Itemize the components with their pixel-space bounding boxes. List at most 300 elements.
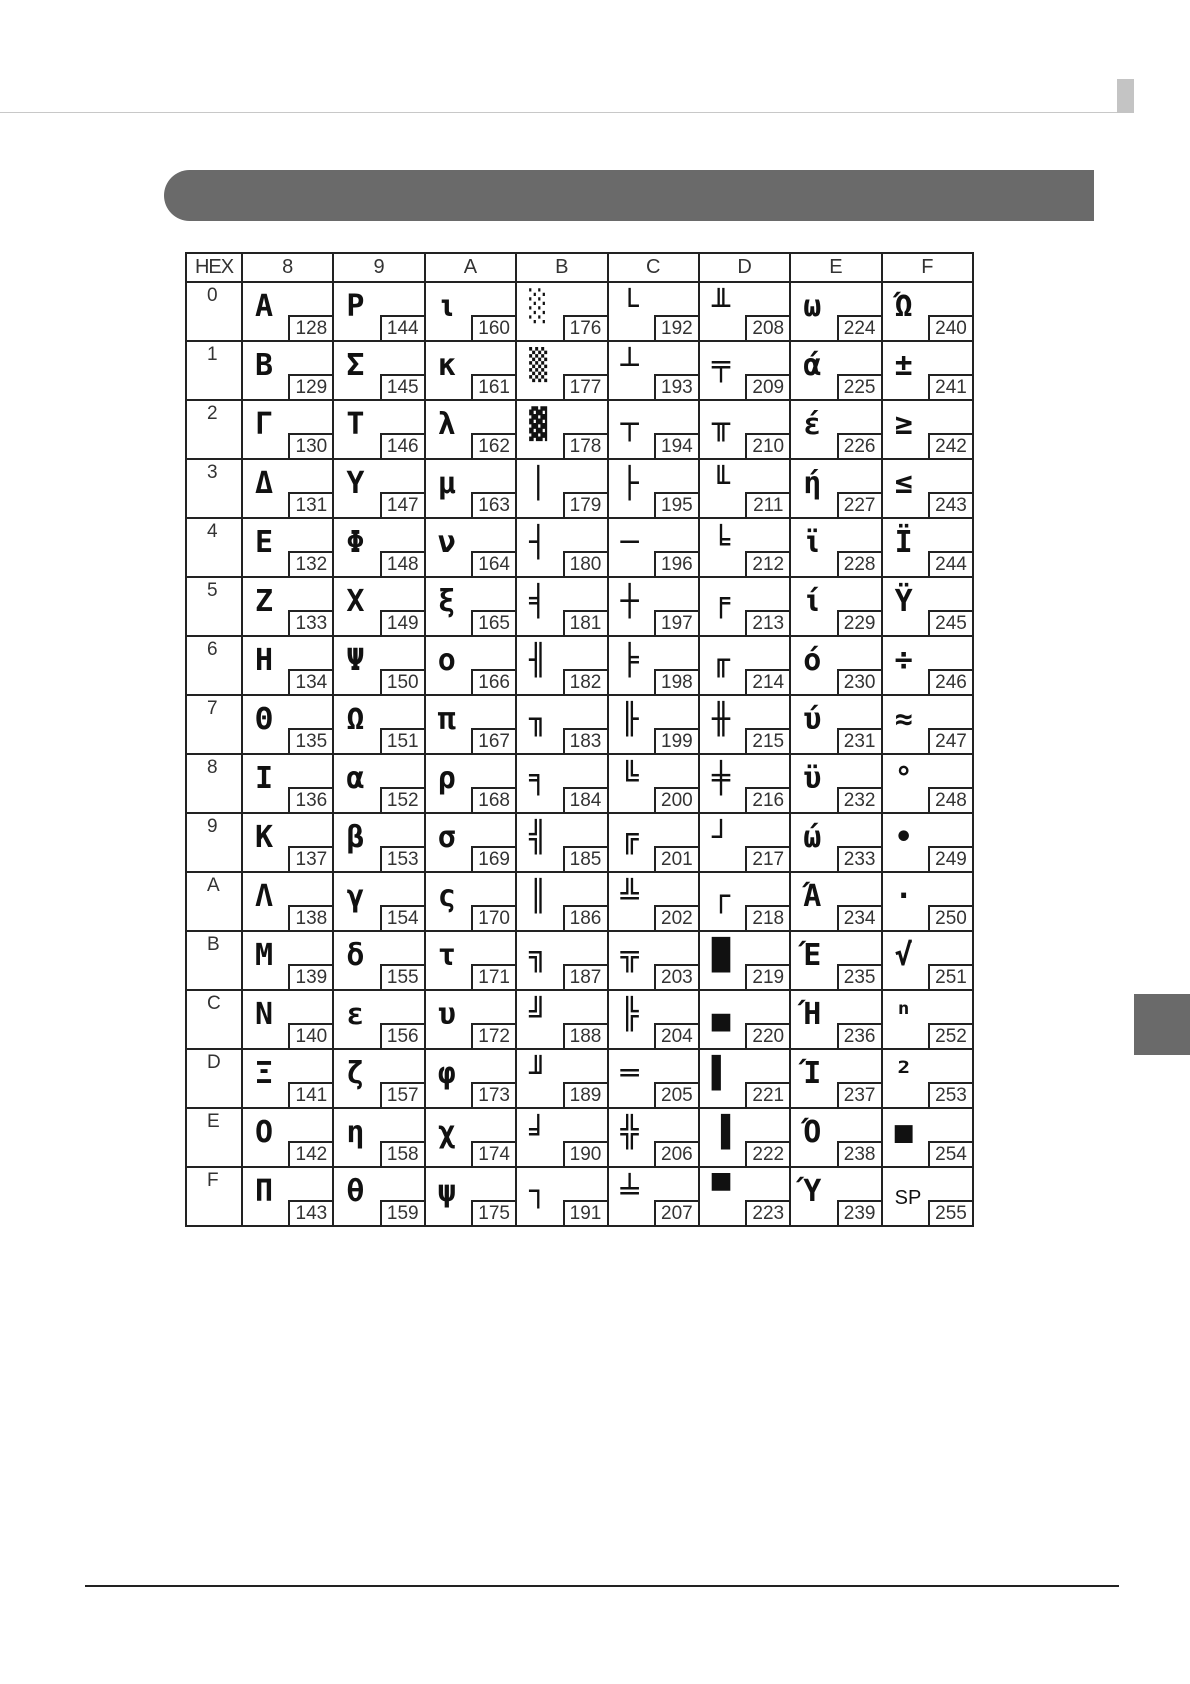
table-row xyxy=(186,282,973,341)
char-cell xyxy=(425,1108,516,1167)
decimal-code: 153 xyxy=(380,846,424,871)
char-glyph: ≤ xyxy=(894,466,913,501)
char-glyph: ┐ xyxy=(529,1174,548,1209)
decimal-code: 191 xyxy=(563,1200,607,1225)
decimal-code: 245 xyxy=(928,610,972,635)
table-row xyxy=(186,341,973,400)
decimal-code: 196 xyxy=(654,551,698,576)
char-cell xyxy=(608,459,699,518)
decimal-code: 206 xyxy=(654,1141,698,1166)
decimal-code: 146 xyxy=(380,433,424,458)
decimal-code: 255 xyxy=(928,1200,972,1225)
decimal-code: 163 xyxy=(471,492,515,517)
char-cell xyxy=(425,872,516,931)
footer-rule xyxy=(85,1585,1119,1587)
char-cell xyxy=(516,872,607,931)
row-hex-label: 1 xyxy=(186,341,242,400)
char-cell xyxy=(608,1108,699,1167)
char-glyph: ≈ xyxy=(894,702,913,737)
char-cell xyxy=(699,813,790,872)
char-glyph: Δ xyxy=(255,466,274,501)
decimal-code: 213 xyxy=(745,610,789,635)
decimal-code: 246 xyxy=(928,669,972,694)
char-glyph: Ι xyxy=(255,761,274,796)
decimal-code: 148 xyxy=(380,551,424,576)
row-hex-label: 2 xyxy=(186,400,242,459)
char-glyph: └ xyxy=(620,289,639,324)
column-header: C xyxy=(608,253,699,282)
decimal-code: 193 xyxy=(654,374,698,399)
char-cell xyxy=(425,931,516,990)
decimal-code: 145 xyxy=(380,374,424,399)
decimal-code: 242 xyxy=(928,433,972,458)
char-cell xyxy=(790,754,881,813)
decimal-code: 152 xyxy=(380,787,424,812)
char-cell xyxy=(699,931,790,990)
char-glyph: ░ xyxy=(529,289,548,324)
char-glyph: ╞ xyxy=(620,643,639,678)
char-cell xyxy=(699,1108,790,1167)
char-glyph: ╜ xyxy=(529,1056,548,1091)
table-body xyxy=(186,282,973,1226)
char-glyph: │ xyxy=(529,466,548,501)
decimal-code: 218 xyxy=(745,905,789,930)
decimal-code: 253 xyxy=(928,1082,972,1107)
char-glyph: Ή xyxy=(803,997,822,1032)
char-cell xyxy=(425,577,516,636)
decimal-code: 254 xyxy=(928,1141,972,1166)
table-row xyxy=(186,695,973,754)
table-row xyxy=(186,518,973,577)
char-glyph: Ε xyxy=(255,525,274,560)
decimal-code: 216 xyxy=(745,787,789,812)
char-cell xyxy=(425,1167,516,1226)
char-cell xyxy=(333,400,424,459)
char-glyph: ▒ xyxy=(529,348,548,383)
decimal-code: 130 xyxy=(288,433,332,458)
decimal-code: 220 xyxy=(745,1023,789,1048)
char-glyph: ┴ xyxy=(620,348,639,383)
char-cell xyxy=(608,518,699,577)
char-glyph: ╦ xyxy=(620,938,639,973)
decimal-code: 133 xyxy=(288,610,332,635)
char-cell xyxy=(882,282,973,341)
char-glyph: Ύ xyxy=(803,1174,822,1209)
char-cell xyxy=(790,400,881,459)
decimal-code: 244 xyxy=(928,551,972,576)
char-glyph: ▓ xyxy=(529,407,548,442)
char-glyph: ς xyxy=(437,879,456,914)
column-header: D xyxy=(699,253,790,282)
char-glyph: Π xyxy=(255,1174,274,1209)
char-cell xyxy=(699,459,790,518)
char-cell xyxy=(242,1167,333,1226)
decimal-code: 226 xyxy=(837,433,881,458)
char-glyph: η xyxy=(346,1115,365,1150)
table-row xyxy=(186,990,973,1049)
table-row xyxy=(186,1167,973,1226)
column-header: 9 xyxy=(333,253,424,282)
char-cell xyxy=(608,754,699,813)
char-cell xyxy=(608,577,699,636)
char-glyph: ┘ xyxy=(711,820,730,855)
decimal-code: 248 xyxy=(928,787,972,812)
char-cell xyxy=(516,459,607,518)
char-cell xyxy=(790,1108,881,1167)
char-glyph: ╙ xyxy=(711,466,730,501)
char-cell xyxy=(516,931,607,990)
char-glyph: Ψ xyxy=(346,643,365,678)
decimal-code: 143 xyxy=(288,1200,332,1225)
char-glyph: ┤ xyxy=(529,525,548,560)
char-cell xyxy=(425,636,516,695)
char-glyph: ÷ xyxy=(894,643,913,678)
char-cell xyxy=(516,1167,607,1226)
char-glyph: Ω xyxy=(346,702,365,737)
char-glyph: π xyxy=(437,702,456,737)
char-cell xyxy=(333,1108,424,1167)
decimal-code: 236 xyxy=(837,1023,881,1048)
char-cell xyxy=(333,459,424,518)
decimal-code: 231 xyxy=(837,728,881,753)
char-cell xyxy=(516,577,607,636)
decimal-code: 201 xyxy=(654,846,698,871)
char-cell xyxy=(882,459,973,518)
table-row xyxy=(186,636,973,695)
char-glyph: ╒ xyxy=(711,584,730,619)
char-glyph: ▐ xyxy=(711,1115,730,1150)
char-cell xyxy=(242,1049,333,1108)
table-row xyxy=(186,1108,973,1167)
char-glyph: Κ xyxy=(255,820,274,855)
char-cell xyxy=(699,872,790,931)
char-glyph: ο xyxy=(437,643,456,678)
char-cell xyxy=(242,636,333,695)
decimal-code: 149 xyxy=(380,610,424,635)
char-glyph: Ώ xyxy=(894,289,913,324)
column-header: B xyxy=(516,253,607,282)
char-cell xyxy=(516,990,607,1049)
decimal-code: 228 xyxy=(837,551,881,576)
char-glyph: ² xyxy=(894,1056,913,1091)
chapter-index-tab xyxy=(1134,994,1190,1055)
char-cell xyxy=(242,872,333,931)
char-cell xyxy=(882,695,973,754)
decimal-code: 179 xyxy=(563,492,607,517)
row-hex-label: 8 xyxy=(186,754,242,813)
char-glyph: ╧ xyxy=(620,1174,639,1209)
char-glyph: Β xyxy=(255,348,274,383)
char-cell xyxy=(699,990,790,1049)
char-glyph: ύ xyxy=(803,702,822,737)
decimal-code: 200 xyxy=(654,787,698,812)
char-cell xyxy=(790,459,881,518)
char-glyph: ╢ xyxy=(529,643,548,678)
char-cell xyxy=(608,1049,699,1108)
decimal-code: 194 xyxy=(654,433,698,458)
decimal-code: 178 xyxy=(563,433,607,458)
char-cell xyxy=(242,341,333,400)
char-cell xyxy=(790,282,881,341)
decimal-code: 241 xyxy=(928,374,972,399)
decimal-code: 175 xyxy=(471,1200,515,1225)
char-cell xyxy=(699,1167,790,1226)
char-cell xyxy=(242,813,333,872)
char-cell xyxy=(242,990,333,1049)
header-rule xyxy=(0,112,1130,113)
row-hex-label: 5 xyxy=(186,577,242,636)
decimal-code: 214 xyxy=(745,669,789,694)
char-glyph: SP xyxy=(894,1187,922,1209)
char-cell xyxy=(790,636,881,695)
decimal-code: 136 xyxy=(288,787,332,812)
char-cell xyxy=(425,695,516,754)
char-cell xyxy=(790,577,881,636)
char-cell xyxy=(882,990,973,1049)
char-glyph: ╫ xyxy=(711,702,730,737)
decimal-code: 155 xyxy=(380,964,424,989)
char-cell xyxy=(790,813,881,872)
decimal-code: 238 xyxy=(837,1141,881,1166)
char-cell xyxy=(699,754,790,813)
char-glyph: Μ xyxy=(255,938,274,973)
row-hex-label: B xyxy=(186,931,242,990)
char-glyph: Ζ xyxy=(255,584,274,619)
char-cell xyxy=(882,931,973,990)
decimal-code: 140 xyxy=(288,1023,332,1048)
decimal-code: 142 xyxy=(288,1141,332,1166)
decimal-code: 222 xyxy=(745,1141,789,1166)
row-hex-label: 0 xyxy=(186,282,242,341)
decimal-code: 180 xyxy=(563,551,607,576)
char-cell xyxy=(516,341,607,400)
char-glyph: ╕ xyxy=(529,761,548,796)
char-cell xyxy=(333,990,424,1049)
char-glyph: √ xyxy=(894,938,913,973)
header-tab-marker xyxy=(1117,79,1134,113)
character-code-table xyxy=(185,252,974,1227)
row-hex-label: F xyxy=(186,1167,242,1226)
char-cell xyxy=(882,754,973,813)
char-glyph: Η xyxy=(255,643,274,678)
char-cell xyxy=(882,636,973,695)
char-cell xyxy=(425,459,516,518)
decimal-code: 156 xyxy=(380,1023,424,1048)
char-glyph: ό xyxy=(803,643,822,678)
char-cell xyxy=(699,400,790,459)
char-glyph: · xyxy=(894,879,913,914)
decimal-code: 128 xyxy=(288,315,332,340)
decimal-code: 204 xyxy=(654,1023,698,1048)
char-cell xyxy=(242,1108,333,1167)
char-cell xyxy=(516,518,607,577)
char-cell xyxy=(425,813,516,872)
char-glyph: █ xyxy=(711,938,730,973)
char-cell xyxy=(242,931,333,990)
char-glyph: ╖ xyxy=(529,702,548,737)
char-glyph: ╝ xyxy=(529,997,548,1032)
char-glyph: Ϊ xyxy=(894,525,913,560)
decimal-code: 182 xyxy=(563,669,607,694)
decimal-code: 173 xyxy=(471,1082,515,1107)
char-glyph: Λ xyxy=(255,879,274,914)
char-cell xyxy=(699,577,790,636)
char-glyph: Φ xyxy=(346,525,365,560)
char-cell xyxy=(882,1167,973,1226)
decimal-code: 169 xyxy=(471,846,515,871)
decimal-code: 212 xyxy=(745,551,789,576)
row-hex-label: E xyxy=(186,1108,242,1167)
char-glyph: υ xyxy=(437,997,456,1032)
char-glyph: ╤ xyxy=(711,348,730,383)
char-glyph: ι xyxy=(437,289,456,324)
column-header-row xyxy=(186,253,973,282)
char-glyph: γ xyxy=(346,879,365,914)
char-glyph: ╔ xyxy=(620,820,639,855)
decimal-code: 225 xyxy=(837,374,881,399)
char-cell xyxy=(242,754,333,813)
char-glyph: ╠ xyxy=(620,997,639,1032)
char-cell xyxy=(882,1049,973,1108)
char-cell xyxy=(790,518,881,577)
decimal-code: 233 xyxy=(837,846,881,871)
char-glyph: ρ xyxy=(437,761,456,796)
char-glyph: ╟ xyxy=(620,702,639,737)
char-cell xyxy=(425,990,516,1049)
decimal-code: 211 xyxy=(745,492,789,517)
char-glyph: τ xyxy=(437,938,456,973)
char-cell xyxy=(882,577,973,636)
char-cell xyxy=(608,341,699,400)
decimal-code: 202 xyxy=(654,905,698,930)
row-hex-label: 3 xyxy=(186,459,242,518)
char-glyph: Θ xyxy=(255,702,274,737)
char-glyph: ╬ xyxy=(620,1115,639,1150)
char-glyph: ╓ xyxy=(711,643,730,678)
char-cell xyxy=(242,400,333,459)
char-glyph: ┼ xyxy=(620,584,639,619)
char-glyph: ═ xyxy=(620,1056,639,1091)
char-glyph: κ xyxy=(437,348,456,383)
decimal-code: 229 xyxy=(837,610,881,635)
decimal-code: 171 xyxy=(471,964,515,989)
char-cell xyxy=(882,813,973,872)
char-cell xyxy=(699,341,790,400)
decimal-code: 223 xyxy=(745,1200,789,1225)
char-cell xyxy=(882,1108,973,1167)
decimal-code: 187 xyxy=(563,964,607,989)
char-glyph: ╣ xyxy=(529,820,548,855)
char-cell xyxy=(333,754,424,813)
decimal-code: 250 xyxy=(928,905,972,930)
char-glyph: ± xyxy=(894,348,913,383)
char-cell xyxy=(333,518,424,577)
table-row xyxy=(186,577,973,636)
char-glyph: ╥ xyxy=(711,407,730,442)
char-glyph: ° xyxy=(894,761,913,796)
table-row xyxy=(186,813,973,872)
char-cell xyxy=(242,282,333,341)
char-glyph: λ xyxy=(437,407,456,442)
decimal-code: 139 xyxy=(288,964,332,989)
char-glyph: Υ xyxy=(346,466,365,501)
char-glyph: Γ xyxy=(255,407,274,442)
char-glyph: Τ xyxy=(346,407,365,442)
char-glyph: ┌ xyxy=(711,879,730,914)
decimal-code: 205 xyxy=(654,1082,698,1107)
decimal-code: 129 xyxy=(288,374,332,399)
char-cell xyxy=(333,577,424,636)
decimal-code: 195 xyxy=(654,492,698,517)
decimal-code: 215 xyxy=(745,728,789,753)
char-glyph: ├ xyxy=(620,466,639,501)
char-cell xyxy=(699,1049,790,1108)
decimal-code: 151 xyxy=(380,728,424,753)
char-glyph: Χ xyxy=(346,584,365,619)
char-glyph: ╚ xyxy=(620,761,639,796)
char-cell xyxy=(608,400,699,459)
char-cell xyxy=(790,990,881,1049)
char-cell xyxy=(242,577,333,636)
char-cell xyxy=(882,341,973,400)
char-cell xyxy=(425,754,516,813)
decimal-code: 183 xyxy=(563,728,607,753)
decimal-code: 189 xyxy=(563,1082,607,1107)
char-cell xyxy=(516,636,607,695)
char-glyph: ϋ xyxy=(803,761,822,796)
decimal-code: 185 xyxy=(563,846,607,871)
char-cell xyxy=(608,990,699,1049)
decimal-code: 147 xyxy=(380,492,424,517)
char-cell xyxy=(333,341,424,400)
char-glyph: Ό xyxy=(803,1115,822,1150)
char-glyph: β xyxy=(346,820,365,855)
decimal-code: 135 xyxy=(288,728,332,753)
decimal-code: 165 xyxy=(471,610,515,635)
decimal-code: 198 xyxy=(654,669,698,694)
decimal-code: 184 xyxy=(563,787,607,812)
column-header: A xyxy=(425,253,516,282)
char-cell xyxy=(882,400,973,459)
char-glyph: α xyxy=(346,761,365,796)
decimal-code: 237 xyxy=(837,1082,881,1107)
decimal-code: 141 xyxy=(288,1082,332,1107)
decimal-code: 138 xyxy=(288,905,332,930)
char-glyph: Έ xyxy=(803,938,822,973)
section-heading-bar xyxy=(164,170,1094,221)
row-hex-label: 6 xyxy=(186,636,242,695)
column-header: 8 xyxy=(242,253,333,282)
decimal-code: 221 xyxy=(745,1082,789,1107)
char-glyph: ■ xyxy=(894,1115,913,1150)
decimal-code: 230 xyxy=(837,669,881,694)
char-glyph: ω xyxy=(803,289,822,324)
decimal-code: 251 xyxy=(928,964,972,989)
char-glyph: ξ xyxy=(437,584,456,619)
char-glyph: ╡ xyxy=(529,584,548,619)
row-hex-label: C xyxy=(186,990,242,1049)
decimal-code: 234 xyxy=(837,905,881,930)
decimal-code: 132 xyxy=(288,551,332,576)
char-cell xyxy=(425,400,516,459)
char-cell xyxy=(516,754,607,813)
char-cell xyxy=(425,282,516,341)
decimal-code: 249 xyxy=(928,846,972,871)
char-cell xyxy=(333,282,424,341)
row-hex-label: 4 xyxy=(186,518,242,577)
decimal-code: 181 xyxy=(563,610,607,635)
decimal-code: 150 xyxy=(380,669,424,694)
